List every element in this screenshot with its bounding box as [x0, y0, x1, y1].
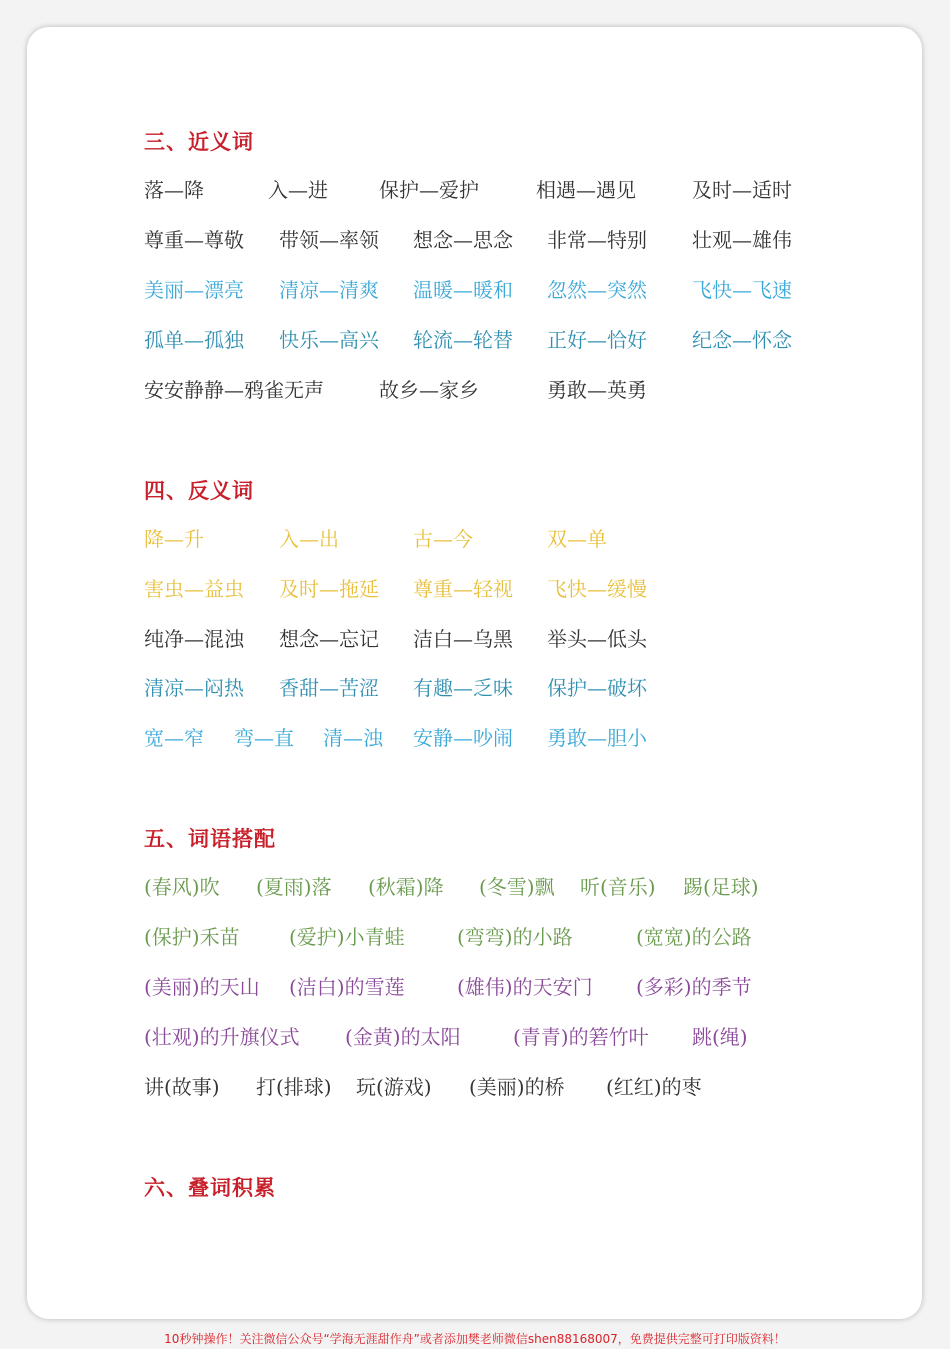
word-pair: 弯—直 — [234, 726, 294, 750]
word-pair: 有趣—乏味 — [413, 676, 513, 700]
word-pair: 想念—思念 — [413, 228, 513, 252]
word-pair: 带领—率领 — [279, 228, 379, 252]
word-pair: 及时—适时 — [692, 178, 792, 202]
collocation: (夏雨)落 — [256, 875, 332, 899]
word-pair: 落—降 — [144, 178, 204, 202]
word-pair: 忽然—突然 — [547, 278, 647, 302]
antonym-row-4 — [0, 673, 950, 703]
word-pair: 清—浊 — [323, 726, 383, 750]
word-pair: 温暖—暖和 — [413, 278, 513, 302]
collocation: 踢(足球) — [683, 875, 759, 899]
collocation-row-4 — [0, 1022, 950, 1052]
antonym-row-3 — [0, 624, 950, 654]
word-pair: 壮观—雄伟 — [692, 228, 792, 252]
collocation: (弯弯)的小路 — [457, 925, 573, 949]
collocation: (美丽)的桥 — [469, 1075, 565, 1099]
collocation-row-2 — [0, 922, 950, 952]
collocation: (秋霜)降 — [368, 875, 444, 899]
word-pair: 古—今 — [413, 527, 473, 551]
collocation: (保护)禾苗 — [144, 925, 240, 949]
word-pair: 及时—拖延 — [279, 577, 379, 601]
collocation: 打(排球) — [256, 1075, 332, 1099]
word-pair: 害虫—益虫 — [144, 577, 244, 601]
section-title-reduplication: 六、叠词积累 — [144, 1175, 276, 1200]
word-pair: 正好—恰好 — [547, 328, 647, 352]
section-title-collocations: 五、词语搭配 — [144, 826, 276, 851]
word-pair: 宽—窄 — [144, 726, 204, 750]
collocation: (青青)的箬竹叶 — [513, 1025, 649, 1049]
word-pair: 香甜—苦涩 — [279, 676, 379, 700]
word-pair: 飞快—飞速 — [692, 278, 792, 302]
word-pair: 故乡—家乡 — [379, 378, 479, 402]
collocation: 跳(绳) — [692, 1025, 748, 1049]
word-pair: 勇敢—英勇 — [547, 378, 647, 402]
word-pair: 降—升 — [144, 527, 204, 551]
word-pair: 非常—特别 — [547, 228, 647, 252]
word-pair: 保护—破坏 — [547, 676, 647, 700]
word-pair: 快乐—高兴 — [279, 328, 379, 352]
collocation-row-3 — [0, 972, 950, 1002]
word-pair: 飞快—缓慢 — [547, 577, 647, 601]
promo-footer: 10秒钟操作！关注微信公众号“学海无涯甜作舟”或者添加樊老师微信shen88168007，免费提供完整可打印版资料！ — [164, 1332, 786, 1346]
synonym-row-4 — [0, 325, 950, 355]
word-pair: 清凉—闷热 — [144, 676, 244, 700]
collocation-row-5 — [0, 1072, 950, 1102]
collocation: (洁白)的雪莲 — [289, 975, 405, 999]
word-pair: 入—进 — [268, 178, 328, 202]
synonym-row-3 — [0, 275, 950, 305]
synonym-row-5 — [0, 375, 950, 405]
section-title-antonyms: 四、反义词 — [144, 478, 254, 503]
collocation: 听(音乐) — [580, 875, 656, 899]
collocation: (金黄)的太阳 — [345, 1025, 461, 1049]
word-pair: 双—单 — [547, 527, 607, 551]
word-pair: 清凉—清爽 — [279, 278, 379, 302]
collocation: 玩(游戏) — [356, 1075, 432, 1099]
word-pair: 入—出 — [279, 527, 339, 551]
word-pair: 纯净—混浊 — [144, 627, 244, 651]
collocation: (美丽)的天山 — [144, 975, 260, 999]
word-pair: 相遇—遇见 — [536, 178, 636, 202]
synonym-row-1 — [0, 175, 950, 205]
word-pair: 尊重—轻视 — [413, 577, 513, 601]
collocation: (冬雪)飘 — [479, 875, 555, 899]
antonym-row-2 — [0, 574, 950, 604]
collocation: (壮观)的升旗仪式 — [144, 1025, 300, 1049]
collocation: (多彩)的季节 — [636, 975, 752, 999]
word-pair: 洁白—乌黑 — [413, 627, 513, 651]
word-pair: 举头—低头 — [547, 627, 647, 651]
word-pair: 安静—吵闹 — [413, 726, 513, 750]
word-pair: 安安静静—鸦雀无声 — [144, 378, 324, 402]
section-title-synonyms: 三、近义词 — [144, 129, 254, 154]
collocation: (红红)的枣 — [606, 1075, 702, 1099]
collocation: (雄伟)的天安门 — [457, 975, 593, 999]
word-pair: 纪念—怀念 — [692, 328, 792, 352]
antonym-row-1 — [0, 524, 950, 554]
antonym-row-5 — [0, 723, 950, 753]
word-pair: 轮流—轮替 — [413, 328, 513, 352]
word-pair: 想念—忘记 — [279, 627, 379, 651]
synonym-row-2 — [0, 225, 950, 255]
collocation: (宽宽)的公路 — [636, 925, 752, 949]
collocation: (爱护)小青蛙 — [289, 925, 405, 949]
word-pair: 孤单—孤独 — [144, 328, 244, 352]
word-pair: 尊重—尊敬 — [144, 228, 244, 252]
collocation: 讲(故事) — [144, 1075, 220, 1099]
collocation-row-1 — [0, 872, 950, 902]
collocation: (春风)吹 — [144, 875, 220, 899]
word-pair: 美丽—漂亮 — [144, 278, 244, 302]
word-pair: 保护—爱护 — [379, 178, 479, 202]
word-pair: 勇敢—胆小 — [547, 726, 647, 750]
